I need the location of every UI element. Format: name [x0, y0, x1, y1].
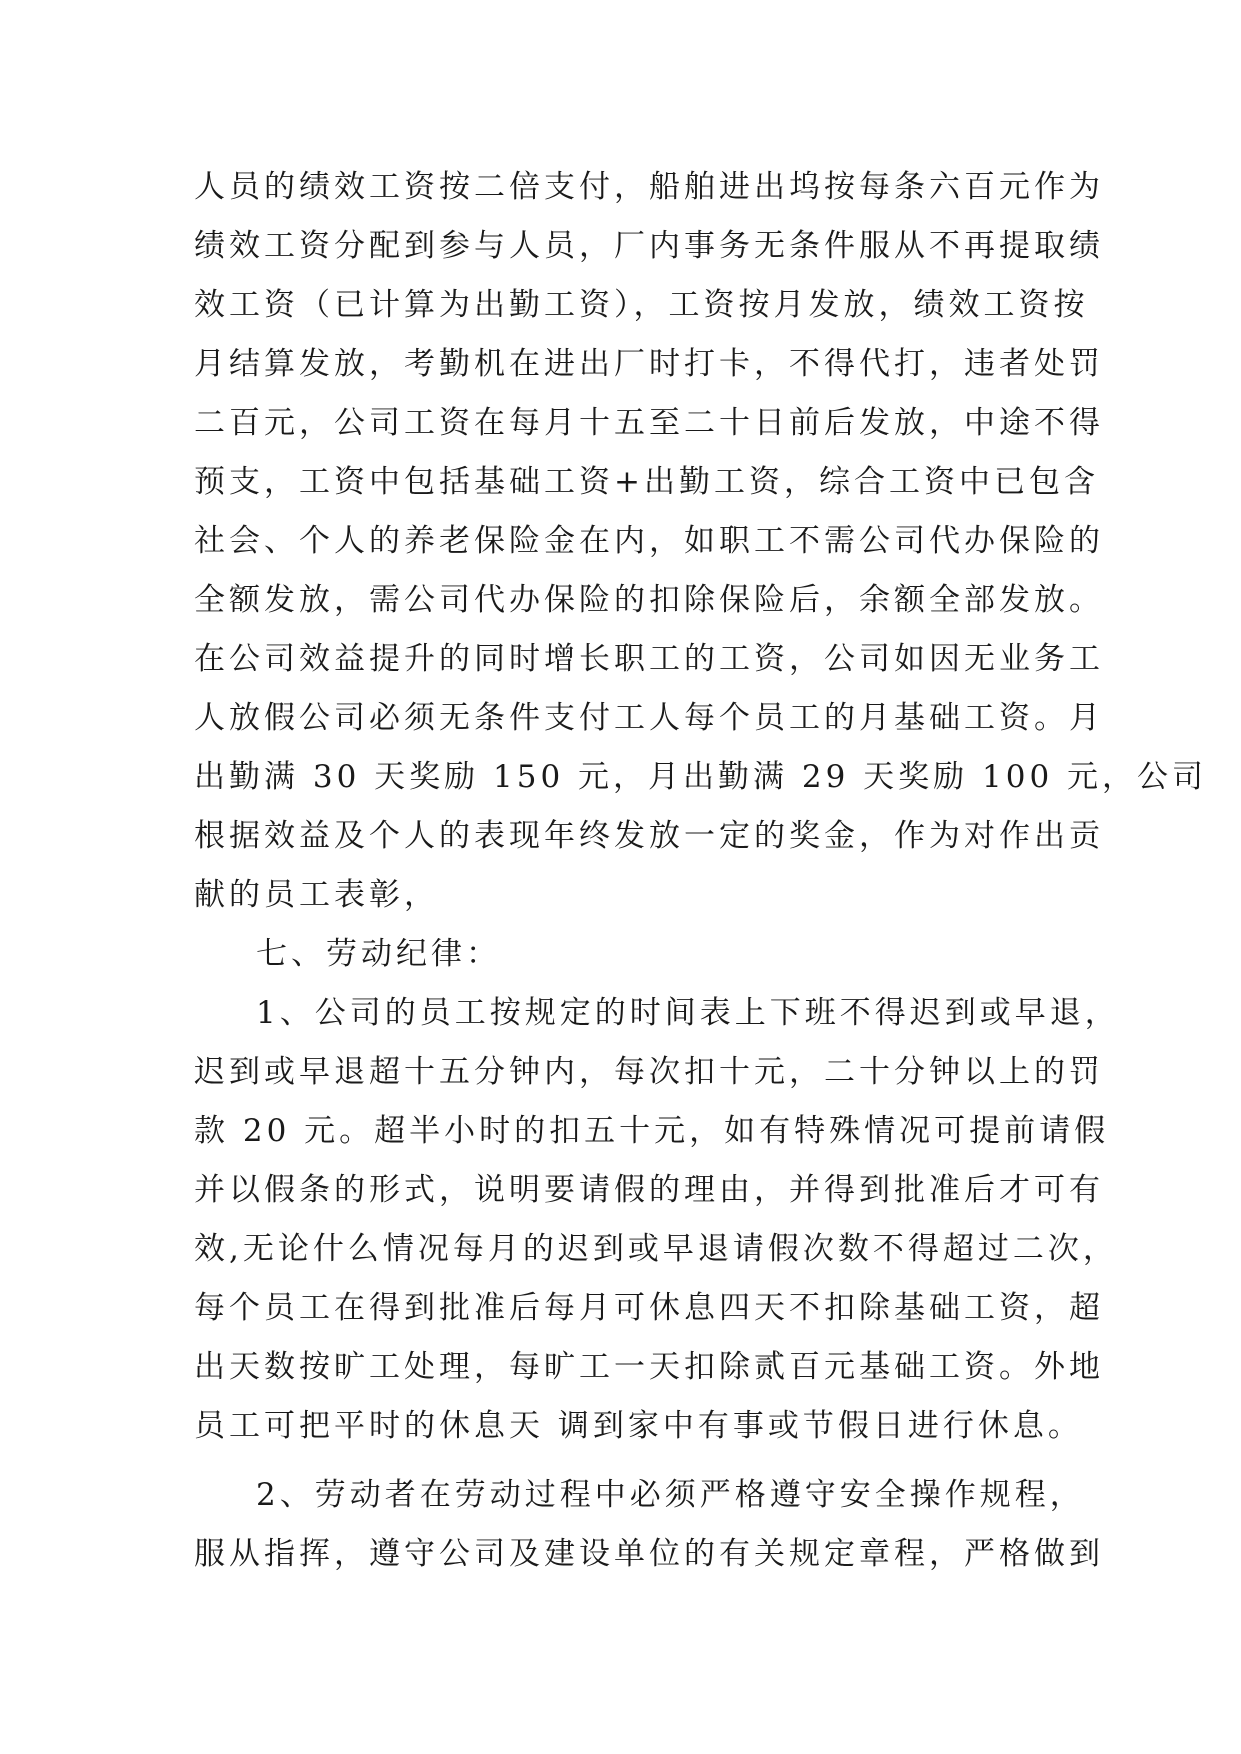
text-line: 社会、个人的养老保险金在内，如职工不需公司代办保险的 — [194, 523, 1104, 559]
text-line: 1、公司的员工按规定的时间表上下班不得迟到或早退， — [256, 995, 1120, 1031]
document-body — [194, 158, 1208, 1584]
text-line: 预支，工资中包括基础工资+出勤工资，综合工资中已包含 — [194, 464, 1099, 500]
text-line: 2、劳动者在劳动过程中必须严格遵守安全操作规程， — [256, 1477, 1085, 1513]
text-line: 根据效益及个人的表现年终发放一定的奖金，作为对作出贡 — [194, 818, 1104, 854]
text-line: 服从指挥，遵守公司及建设单位的有关规定章程，严格做到 — [194, 1536, 1104, 1572]
text-line: 出勤满 30 天奖励 150 元，月出勤满 29 天奖励 100 元，公司 — [194, 759, 1208, 795]
paragraph-rule-1 — [194, 984, 1120, 1456]
text-line: 员工可把平时的休息天 调到家中有事或节假日进行休息。 — [194, 1408, 1083, 1444]
text-line: 人员的绩效工资按二倍支付，船舶进出坞按每条六百元作为 — [194, 169, 1104, 205]
text-line: 在公司效益提升的同时增长职工的工资，公司如因无业务工 — [194, 641, 1104, 677]
text-line: 献的员工表彰， — [194, 877, 439, 913]
text-line: 出天数按旷工处理，每旷工一天扣除贰百元基础工资。外地 — [194, 1349, 1104, 1385]
text-line: 效,无论什么情况每月的迟到或早退请假次数不得超过二次， — [194, 1231, 1118, 1267]
text-line: 绩效工资分配到参与人员，厂内事务无条件服从不再提取绩 — [194, 228, 1104, 264]
text-line: 月结算发放，考勤机在进出厂时打卡，不得代打，违者处罚 — [194, 346, 1104, 382]
section-heading: 七、劳动纪律： — [256, 936, 501, 972]
text-line: 人放假公司必须无条件支付工人每个员工的月基础工资。月 — [194, 700, 1104, 736]
text-line: 款 20 元。超半小时的扣五十元，如有特殊情况可提前请假 — [194, 1113, 1110, 1149]
text-line: 全额发放，需公司代办保险的扣除保险后，余额全部发放。 — [194, 582, 1104, 618]
text-line: 效工资（已计算为出勤工资），工资按月发放，绩效工资按 — [194, 287, 1089, 323]
text-line: 并以假条的形式，说明要请假的理由，并得到批准后才可有 — [194, 1172, 1104, 1208]
text-line: 二百元，公司工资在每月十五至二十日前后发放，中途不得 — [194, 405, 1104, 441]
text-line: 每个员工在得到批准后每月可休息四天不扣除基础工资，超 — [194, 1290, 1104, 1326]
paragraph-salary — [194, 158, 1208, 925]
paragraph-gap — [194, 1456, 1074, 1466]
paragraph-rule-2 — [194, 1466, 1104, 1584]
text-line: 迟到或早退超十五分钟内，每次扣十元，二十分钟以上的罚 — [194, 1054, 1104, 1090]
